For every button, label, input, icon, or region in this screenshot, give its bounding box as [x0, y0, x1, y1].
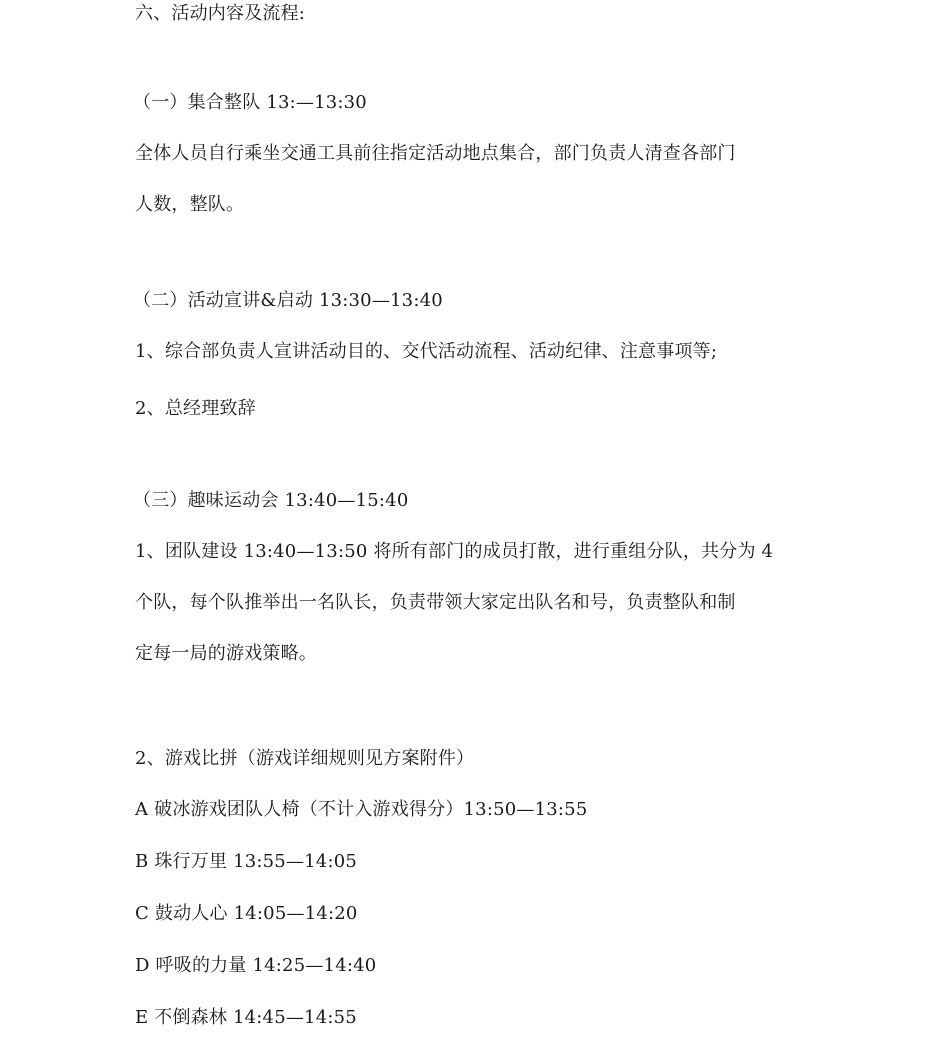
game-item-c: C 鼓动人心 14:05—14:20 [135, 903, 358, 924]
game-item-b: B 珠行万里 13:55—14:05 [135, 851, 358, 872]
part2-item-2: 2、总经理致辞 [135, 398, 256, 419]
part3-item-1-line-2: 个队，每个队推举出一名队长，负责带领大家定出队名和号，负责整队和制 [135, 592, 736, 613]
game-item-a: A 破冰游戏团队人椅（不计入游戏得分）13:50—13:55 [135, 799, 588, 820]
part3-heading: （三）趣味运动会 13:40—15:40 [133, 490, 409, 511]
game-item-e: E 不倒森林 14:45—14:55 [135, 1007, 357, 1028]
game-item-d: D 呼吸的力量 14:25—14:40 [135, 955, 377, 976]
part1-heading: （一）集合整队 13:—13:30 [133, 92, 367, 113]
part2-item-1: 1、综合部负责人宣讲活动目的、交代活动流程、活动纪律、注意事项等; [135, 341, 718, 362]
section-heading: 六、活动内容及流程: [135, 3, 306, 24]
part1-paragraph-line-1: 全体人员自行乘坐交通工具前往指定活动地点集合，部门负责人清查各部门 [135, 143, 736, 164]
part3-item-1-line-3: 定每一局的游戏策略。 [135, 643, 317, 664]
part3-item-1-line-1: 1、团队建设 13:40—13:50 将所有部门的成员打散，进行重组分队，共分为 4 [135, 541, 774, 562]
part1-paragraph-line-2: 人数，整队。 [135, 194, 245, 215]
part3-item-2: 2、游戏比拼（游戏详细规则见方案附件） [135, 748, 475, 769]
part2-heading: （二）活动宣讲&启动 13:30—13:40 [133, 290, 443, 311]
